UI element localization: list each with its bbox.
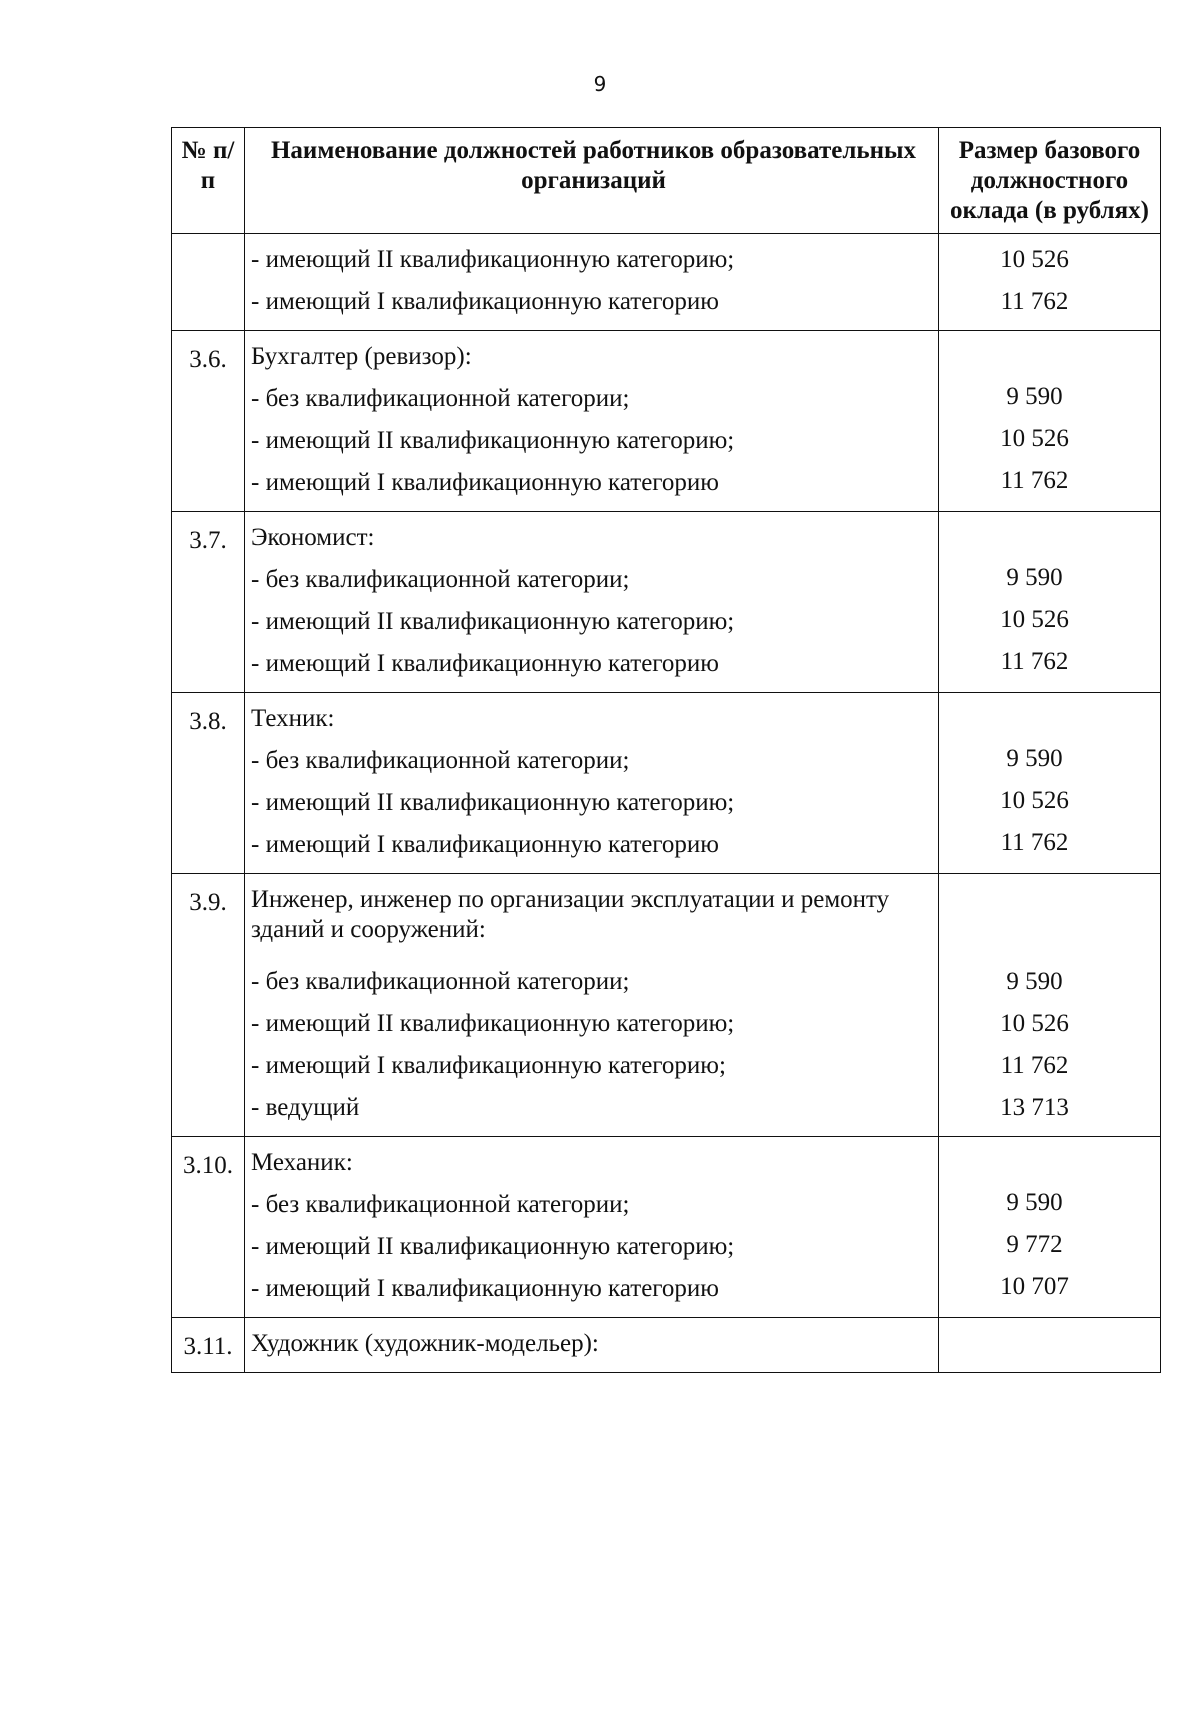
base-salary-value: 9 590	[1006, 968, 1063, 995]
position-name: - без квалификационной категории;	[251, 1191, 630, 1218]
position-name: - имеющий II квалификационную категорию;	[251, 789, 735, 816]
table-body	[172, 234, 1161, 1373]
base-salary-value: 10 526	[1000, 1010, 1069, 1037]
table-header-row	[172, 128, 1161, 234]
base-salary-value: 11 762	[1000, 648, 1069, 675]
position-name: - имеющий I квалификационную категорию	[251, 1275, 719, 1302]
position-name: - имеющий II квалификационную категорию;	[251, 427, 735, 454]
base-salary-value	[945, 1324, 1154, 1364]
row-number: 3.8.	[172, 693, 245, 874]
row-number: 3.7.	[172, 512, 245, 693]
position-name: - ведущий	[251, 1094, 360, 1121]
base-salary-value: 11 762	[1000, 829, 1069, 856]
position-name-cell	[245, 331, 939, 512]
base-salary-value	[945, 337, 1154, 377]
position-name: - имеющий I квалификационную категорию	[251, 469, 719, 496]
position-name: Бухгалтер (ревизор):	[251, 343, 472, 370]
position-name: Техник:	[251, 705, 335, 732]
row-number: 3.11.	[172, 1318, 245, 1373]
base-salary-value: 10 526	[1000, 246, 1069, 273]
table-row	[172, 693, 1161, 874]
position-name: - без квалификационной категории;	[251, 968, 630, 995]
row-number	[172, 234, 245, 331]
position-name: - имеющий II квалификационную категорию;	[251, 1010, 735, 1037]
base-salary-value: 11 762	[1000, 1052, 1069, 1079]
row-number: 3.6.	[172, 331, 245, 512]
base-salary-value: 9 590	[1006, 564, 1063, 591]
base-salary-value: 9 590	[1006, 383, 1063, 410]
base-salary-value: 9 590	[1006, 745, 1063, 772]
base-salary-cell	[939, 874, 1161, 1137]
position-name: - имеющий I квалификационную категорию	[251, 650, 719, 677]
header-base-salary: Размер базового должностного оклада (в рублях)	[939, 128, 1161, 234]
base-salary-value: 11 762	[1000, 467, 1069, 494]
table-row	[172, 331, 1161, 512]
base-salary-value	[945, 699, 1154, 739]
base-salary-cell	[939, 331, 1161, 512]
base-salary-value	[945, 518, 1154, 558]
table-row	[172, 234, 1161, 331]
base-salary-cell	[939, 234, 1161, 331]
table-row	[172, 1137, 1161, 1318]
table-row	[172, 1318, 1161, 1373]
base-salary-cell	[939, 1318, 1161, 1373]
header-number: № п/п	[172, 128, 245, 234]
base-salary-value: 13 713	[1000, 1094, 1069, 1121]
position-name-cell	[245, 512, 939, 693]
base-salary-value: 9 772	[1006, 1231, 1063, 1258]
position-name: Экономист:	[251, 524, 375, 551]
table-row	[172, 512, 1161, 693]
salary-table	[171, 127, 1161, 1373]
header-position-name: Наименование должностей работников образовательных организаций	[245, 128, 939, 234]
base-salary-value	[945, 880, 1154, 962]
base-salary-cell	[939, 512, 1161, 693]
position-name-cell	[245, 234, 939, 331]
page-number: 9	[593, 72, 607, 96]
row-number: 3.10.	[172, 1137, 245, 1318]
position-name: - имеющий II квалификационную категорию;	[251, 608, 735, 635]
base-salary-cell	[939, 693, 1161, 874]
base-salary-value: 10 707	[1000, 1273, 1069, 1300]
position-name-cell	[245, 1318, 939, 1373]
base-salary-value: 10 526	[1000, 787, 1069, 814]
position-name: - без квалификационной категории;	[251, 747, 630, 774]
position-name: - имеющий I квалификационную категорию	[251, 831, 719, 858]
base-salary-value: 11 762	[1000, 288, 1069, 315]
position-name-cell	[245, 1137, 939, 1318]
row-number: 3.9.	[172, 874, 245, 1137]
position-name-cell	[245, 874, 939, 1137]
position-name: - имеющий II квалификационную категорию;	[251, 246, 735, 273]
position-name: - имеющий I квалификационную категорию	[251, 288, 719, 315]
base-salary-value	[945, 1143, 1154, 1183]
position-name: - без квалификационной категории;	[251, 385, 630, 412]
position-name: - без квалификационной категории;	[251, 566, 630, 593]
base-salary-cell	[939, 1137, 1161, 1318]
base-salary-value: 10 526	[1000, 606, 1069, 633]
position-name: Механик:	[251, 1149, 353, 1176]
position-name: Инженер, инженер по организации эксплуатации и ремонту зданий и сооружений:	[251, 886, 890, 943]
position-name: Художник (художник-модельер):	[251, 1330, 599, 1357]
position-name: - имеющий II квалификационную категорию;	[251, 1233, 735, 1260]
base-salary-value: 10 526	[1000, 425, 1069, 452]
base-salary-value: 9 590	[1006, 1189, 1063, 1216]
position-name-cell	[245, 693, 939, 874]
position-name: - имеющий I квалификационную категорию;	[251, 1052, 726, 1079]
table-row	[172, 874, 1161, 1137]
